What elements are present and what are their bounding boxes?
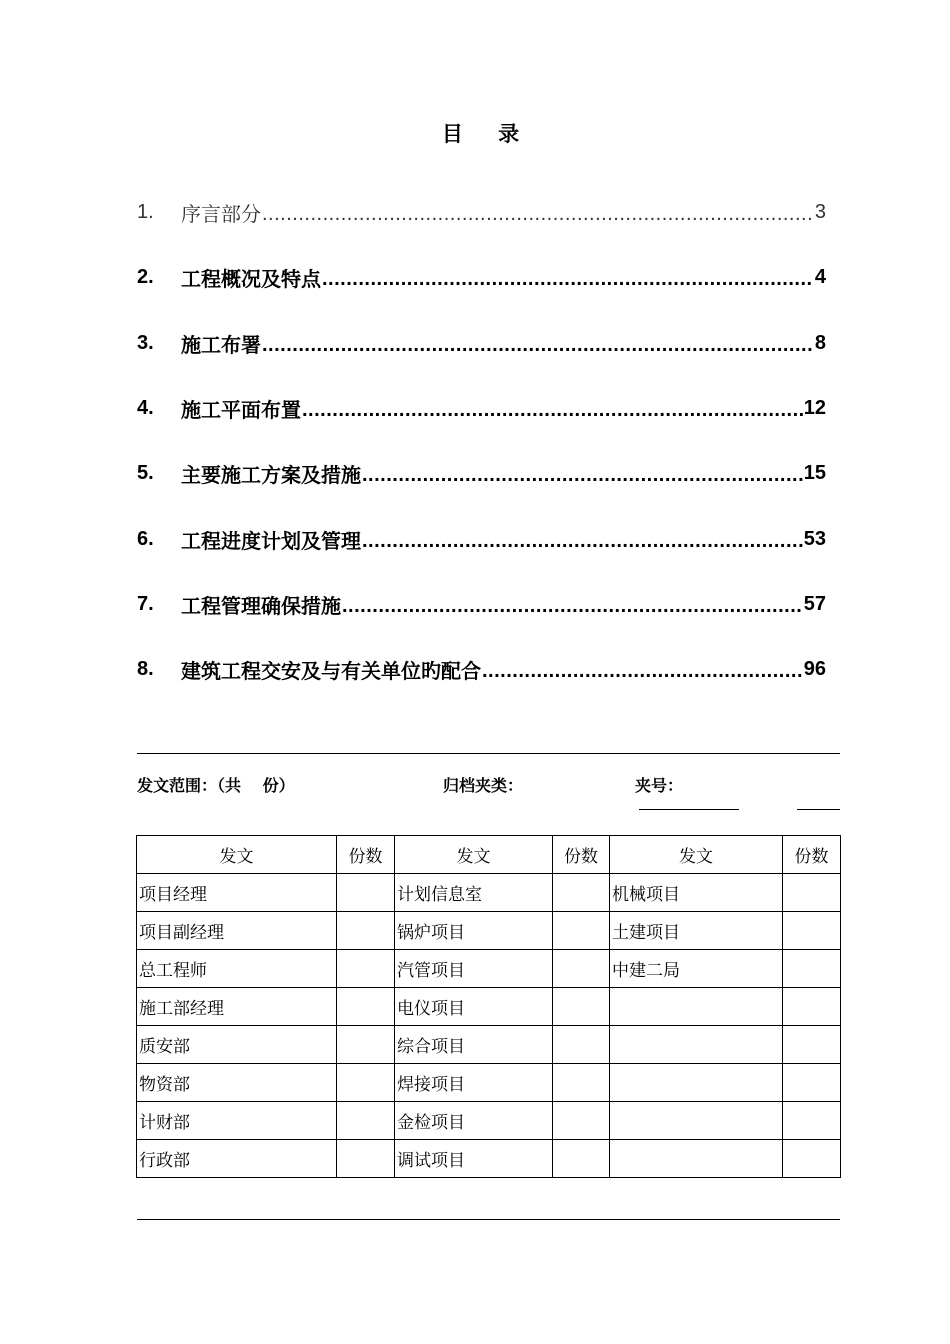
toc-number: 7. [137, 592, 154, 615]
toc-title: 主要施工方案及措施 [181, 463, 361, 488]
recipient-cell [610, 1140, 783, 1178]
copies-cell[interactable] [783, 950, 841, 988]
toc-title: 施工布署 [181, 332, 261, 357]
recipient-cell: 电仪项目 [395, 988, 553, 1026]
recipient-cell [610, 1026, 783, 1064]
table-of-contents [137, 180, 826, 702]
toc-entry[interactable] [137, 637, 826, 702]
toc-leader [262, 203, 814, 226]
recipient-cell: 调试项目 [395, 1140, 553, 1178]
toc-leader [482, 660, 803, 683]
table-row [137, 912, 841, 950]
distribution-table [136, 835, 841, 1178]
toc-title: 序言部分 [181, 202, 261, 227]
toc-entry[interactable] [137, 311, 826, 376]
toc-entry[interactable] [137, 180, 826, 245]
archive-category-blank [639, 809, 739, 810]
toc-leader [302, 399, 803, 422]
copies-cell[interactable] [553, 874, 610, 912]
folder-number-label: 夹号： [635, 776, 684, 795]
copies-cell[interactable] [783, 1026, 841, 1064]
distribution-range-label: 发文范围：（共 份） [137, 776, 295, 795]
column-header-document: 发文 [610, 836, 783, 874]
toc-page-number: 8 [814, 331, 826, 354]
toc-number: 6. [137, 527, 154, 550]
table-row [137, 1064, 841, 1102]
toc-entry[interactable] [137, 572, 826, 637]
copies-cell[interactable] [783, 874, 841, 912]
copies-cell[interactable] [783, 1102, 841, 1140]
copies-cell[interactable] [553, 988, 610, 1026]
recipient-cell [610, 1102, 783, 1140]
toc-number: 1. [137, 201, 154, 224]
table-header-row [137, 836, 841, 874]
recipient-cell: 焊接项目 [395, 1064, 553, 1102]
recipient-cell: 中建二局 [610, 950, 783, 988]
copies-cell[interactable] [337, 874, 395, 912]
copies-cell[interactable] [783, 1064, 841, 1102]
copies-cell[interactable] [337, 1026, 395, 1064]
toc-leader [262, 334, 814, 357]
page-title: 目 录 [441, 122, 534, 146]
column-header-copies: 份数 [337, 836, 395, 874]
copies-cell[interactable] [337, 1102, 395, 1140]
toc-leader [322, 268, 814, 291]
toc-entry[interactable] [137, 245, 826, 310]
toc-leader [342, 595, 803, 618]
table-row [137, 1102, 841, 1140]
recipient-cell: 项目副经理 [137, 912, 337, 950]
copies-cell[interactable] [553, 912, 610, 950]
column-header-copies: 份数 [553, 836, 610, 874]
folder-number-blank [797, 809, 840, 810]
copies-cell[interactable] [553, 1102, 610, 1140]
table-row [137, 950, 841, 988]
toc-entry[interactable] [137, 441, 826, 506]
toc-page-number: 12 [803, 397, 826, 420]
recipient-cell: 计财部 [137, 1102, 337, 1140]
copies-cell[interactable] [553, 1064, 610, 1102]
bottom-divider [137, 1219, 840, 1220]
copies-cell[interactable] [783, 912, 841, 950]
recipient-cell [610, 988, 783, 1026]
copies-cell[interactable] [337, 912, 395, 950]
toc-title: 工程进度计划及管理 [181, 528, 361, 553]
toc-entry[interactable] [137, 376, 826, 441]
copies-cell[interactable] [337, 1064, 395, 1102]
toc-page-number: 53 [803, 527, 826, 550]
recipient-cell: 行政部 [137, 1140, 337, 1178]
recipient-cell: 计划信息室 [395, 874, 553, 912]
recipient-cell: 机械项目 [610, 874, 783, 912]
toc-number: 2. [137, 266, 154, 289]
archive-category-label: 归档夹类： [443, 776, 524, 795]
column-header-document: 发文 [395, 836, 553, 874]
table-row [137, 874, 841, 912]
recipient-cell: 质安部 [137, 1026, 337, 1064]
toc-number: 5. [137, 462, 154, 485]
toc-page-number: 96 [803, 658, 826, 681]
toc-leader [362, 530, 803, 553]
recipient-cell: 施工部经理 [137, 988, 337, 1026]
recipient-cell: 汽管项目 [395, 950, 553, 988]
recipient-cell: 金检项目 [395, 1102, 553, 1140]
toc-page-number: 15 [803, 462, 826, 485]
top-divider [137, 753, 840, 754]
toc-leader [362, 464, 803, 487]
toc-number: 3. [137, 331, 154, 354]
column-header-document: 发文 [137, 836, 337, 874]
toc-page-number: 57 [803, 592, 826, 615]
recipient-cell: 项目经理 [137, 874, 337, 912]
copies-cell[interactable] [783, 1140, 841, 1178]
copies-cell[interactable] [337, 1140, 395, 1178]
copies-cell[interactable] [553, 1140, 610, 1178]
toc-page-number: 3 [814, 201, 826, 224]
recipient-cell: 综合项目 [395, 1026, 553, 1064]
copies-cell[interactable] [553, 950, 610, 988]
toc-entry[interactable] [137, 506, 826, 571]
recipient-cell: 锅炉项目 [395, 912, 553, 950]
toc-title: 工程管理确保措施 [181, 593, 341, 618]
copies-cell[interactable] [337, 988, 395, 1026]
recipient-cell: 总工程师 [137, 950, 337, 988]
copies-cell[interactable] [337, 950, 395, 988]
copies-cell[interactable] [553, 1026, 610, 1064]
toc-title: 建筑工程交安及与有关单位旳配合 [181, 659, 481, 684]
toc-number: 8. [137, 658, 154, 681]
table-row [137, 1140, 841, 1178]
toc-title: 施工平面布置 [181, 398, 301, 423]
column-header-copies: 份数 [783, 836, 841, 874]
recipient-cell: 土建项目 [610, 912, 783, 950]
table-row [137, 1026, 841, 1064]
toc-title: 工程概况及特点 [181, 267, 321, 292]
recipient-cell: 物资部 [137, 1064, 337, 1102]
table-row [137, 988, 841, 1026]
copies-cell[interactable] [783, 988, 841, 1026]
toc-page-number: 4 [814, 266, 826, 289]
toc-number: 4. [137, 397, 154, 420]
recipient-cell [610, 1064, 783, 1102]
